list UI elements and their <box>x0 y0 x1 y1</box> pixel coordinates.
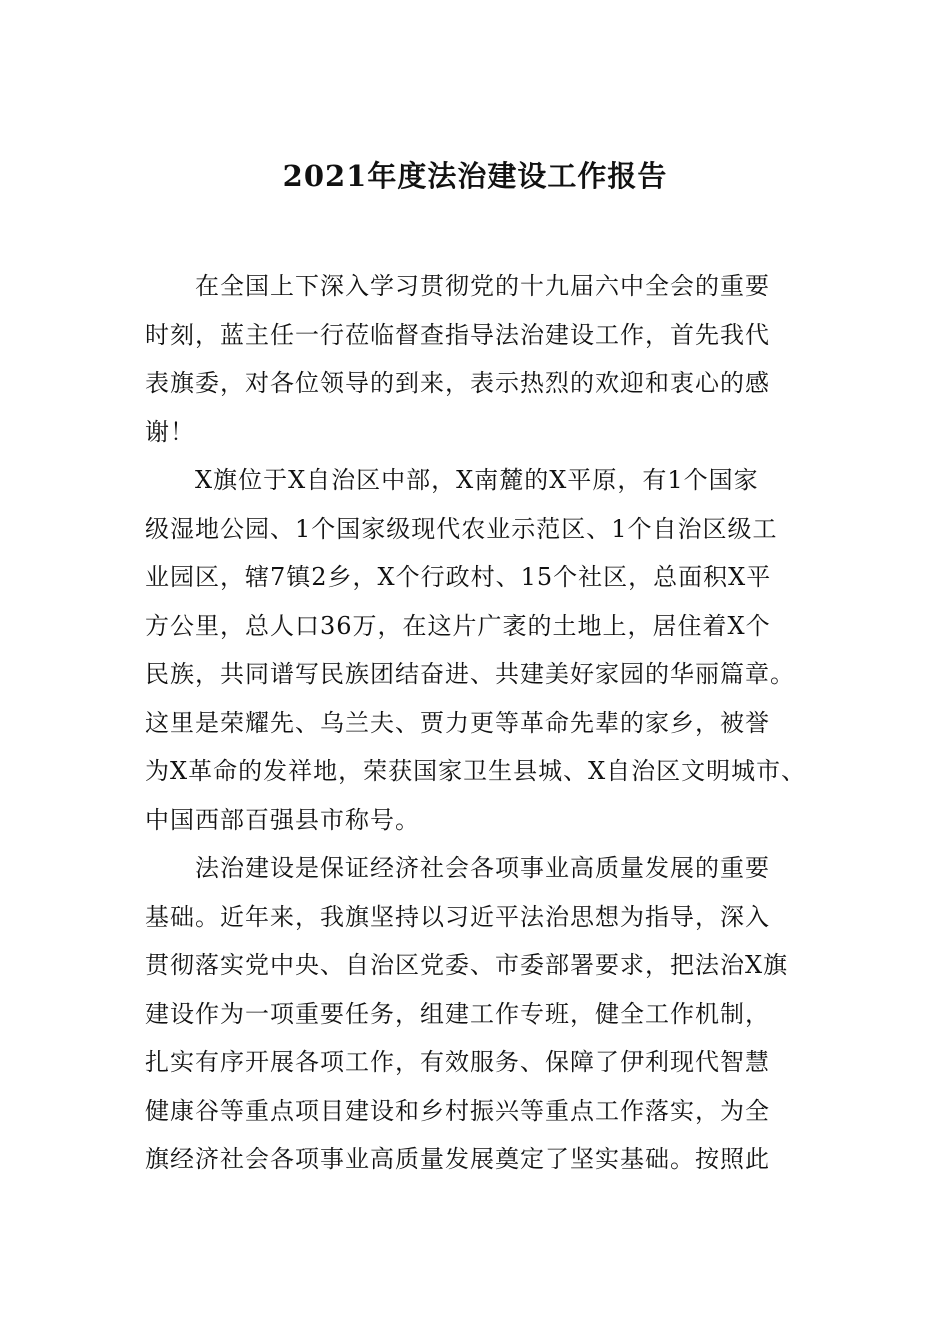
paragraph-line: 这里是荣耀先、乌兰夫、贾力更等革命先辈的家乡，被誉 <box>145 708 770 737</box>
paragraph-line: 法治建设是保证经济社会各项事业高质量发展的重要 <box>195 854 770 882</box>
paragraph-line: 方公里，总人口36万，在这片广袤的土地上，居住着X个 <box>145 611 771 640</box>
paragraph-line: 级湿地公园、1个国家级现代农业示范区、1个自治区级工 <box>145 514 778 543</box>
paragraph-line: 业园区，辖7镇2乡，X个行政村、15个社区，总面积X平 <box>145 563 772 591</box>
paragraph-line: 中国西部百强县市称号。 <box>145 805 420 834</box>
document-body <box>145 262 810 1184</box>
paragraph-line: 表旗委，对各位领导的到来，表示热烈的欢迎和衷心的感 <box>145 369 770 397</box>
paragraph-line: 为X革命的发祥地，荣获国家卫生县城、X自治区文明城市、 <box>145 757 807 785</box>
paragraph-line: 健康谷等重点项目建设和乡村振兴等重点工作落实，为全 <box>145 1096 770 1125</box>
paragraph-line: 谢！ <box>145 417 195 446</box>
paragraph-line: X旗位于X自治区中部，X南麓的X平原，有1个国家 <box>195 466 759 494</box>
paragraph-line: 民族，共同谱写民族团结奋进、共建美好家园的华丽篇章。 <box>145 660 795 688</box>
paragraph-line: 贯彻落实党中央、自治区党委、市委部署要求，把法治X旗 <box>145 951 789 979</box>
document-title: 2021年度法治建设工作报告 <box>282 159 668 193</box>
paragraph-rule-of-law <box>145 844 810 1184</box>
paragraph-line: 建设作为一项重要任务，组建工作专班，健全工作机制， <box>145 999 770 1028</box>
paragraph-line: 时刻，蓝主任一行莅临督查指导法治建设工作，首先我代 <box>145 320 770 349</box>
paragraph-line: 旗经济社会各项事业高质量发展奠定了坚实基础。按照此 <box>145 1145 770 1173</box>
paragraph-line: 在全国上下深入学习贯彻党的十九届六中全会的重要 <box>195 272 770 300</box>
paragraph-overview <box>145 456 810 844</box>
paragraph-line: 扎实有序开展各项工作，有效服务、保障了伊利现代智慧 <box>145 1048 770 1076</box>
paragraph-line: 基础。近年来，我旗坚持以习近平法治思想为指导，深入 <box>145 902 770 931</box>
paragraph-intro <box>145 262 810 456</box>
